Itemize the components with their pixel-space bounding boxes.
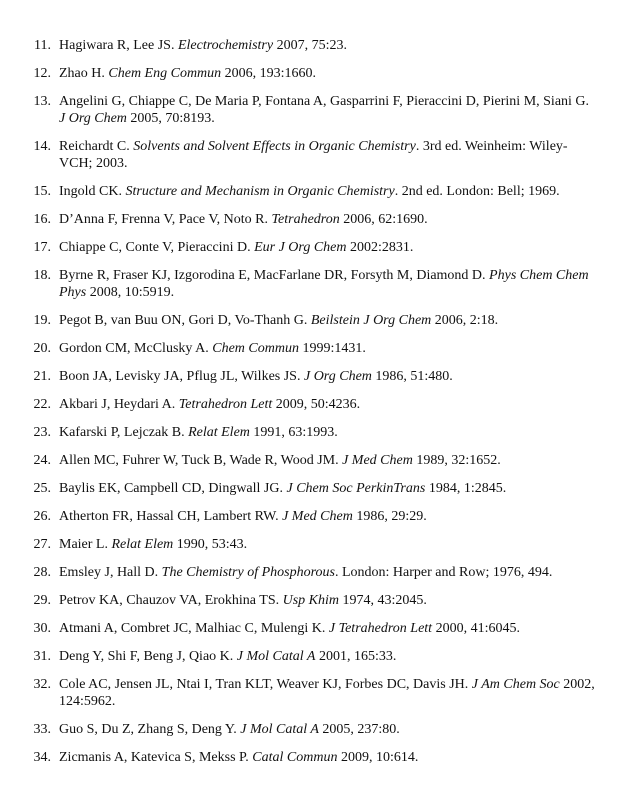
reference-details: 2005, 70:8193. — [126, 111, 215, 126]
reference-number: 34. — [33, 750, 51, 765]
reference-item — [0, 676, 617, 710]
reference-number: 18. — [33, 268, 51, 283]
reference-details: 1999:1431. — [298, 341, 366, 356]
reference-journal: J Med Chem — [342, 453, 413, 468]
reference-item — [0, 267, 617, 301]
reference-authors: Atherton FR, Hassal CH, Lambert RW. — [59, 509, 283, 524]
reference-number: 23. — [33, 425, 51, 440]
reference-item — [0, 37, 617, 54]
reference-number: 19. — [33, 313, 51, 328]
reference-journal: J Chem Soc PerkinTrans — [286, 481, 426, 496]
reference-number: 13. — [33, 94, 51, 109]
reference-authors: Reichardt C. — [59, 139, 134, 154]
reference-authors: Hagiwara R, Lee JS. — [59, 38, 178, 53]
reference-details: . 3rd ed. Weinheim: Wiley-VCH; 2003. — [59, 139, 568, 171]
reference-number: 20. — [33, 341, 51, 356]
reference-journal: Eur J Org Chem — [254, 240, 347, 255]
reference-number: 25. — [33, 481, 51, 496]
reference-details: 2006, 2:18. — [431, 313, 499, 328]
reference-journal: Chem Commun — [212, 341, 299, 356]
reference-item — [0, 65, 617, 82]
reference-number: 17. — [33, 240, 51, 255]
reference-item — [0, 536, 617, 553]
reference-number: 12. — [33, 66, 51, 81]
reference-authors: Byrne R, Fraser KJ, Izgorodina E, MacFarlane DR, Forsyth M, Diamond D. — [59, 268, 490, 283]
reference-item — [0, 592, 617, 609]
reference-details: 2002:2831. — [346, 240, 414, 255]
reference-item — [0, 480, 617, 497]
reference-authors: Boon JA, Levisky JA, Pflug JL, Wilkes JS. — [59, 369, 304, 384]
reference-journal: Solvents and Solvent Effects in Organic Chemistry — [133, 139, 416, 154]
reference-item — [0, 138, 617, 172]
reference-number: 31. — [33, 649, 51, 664]
reference-item — [0, 340, 617, 357]
reference-number: 32. — [33, 677, 51, 692]
reference-authors: Emsley J, Hall D. — [59, 565, 162, 580]
reference-item — [0, 749, 617, 766]
reference-item — [0, 368, 617, 385]
reference-number: 26. — [33, 509, 51, 524]
reference-details: 1989, 32:1652. — [412, 453, 501, 468]
reference-authors: Atmani A, Combret JC, Malhiac C, Mulengi K. — [59, 621, 329, 636]
reference-item — [0, 183, 617, 200]
reference-journal: J Am Chem Soc — [471, 677, 560, 692]
reference-details: 2006, 62:1690. — [339, 212, 428, 227]
reference-journal: J Org Chem — [303, 369, 372, 384]
reference-authors: Gordon CM, McClusky A. — [59, 341, 213, 356]
reference-journal: J Tetrahedron Lett — [328, 621, 433, 636]
reference-details: 2009, 10:614. — [337, 750, 419, 765]
reference-number: 15. — [33, 184, 51, 199]
reference-item — [0, 452, 617, 469]
reference-authors: Zhao H. — [59, 66, 109, 81]
reference-authors: Chiappe C, Conte V, Pieraccini D. — [59, 240, 255, 255]
reference-details: 1990, 53:43. — [173, 537, 248, 552]
reference-details: 2001, 165:33. — [315, 649, 397, 664]
reference-number: 11. — [34, 38, 51, 53]
reference-details: 2005, 237:80. — [318, 722, 400, 737]
reference-authors: Cole AC, Jensen JL, Ntai I, Tran KLT, Weaver KJ, Forbes DC, Davis JH. — [59, 677, 472, 692]
reference-number: 33. — [33, 722, 51, 737]
reference-item — [0, 620, 617, 637]
reference-number: 29. — [33, 593, 51, 608]
reference-authors: Pegot B, van Buu ON, Gori D, Vo-Thanh G. — [59, 313, 311, 328]
reference-authors: Angelini G, Chiappe C, De Maria P, Fontana A, Gasparrini F, Pieraccini D, Pierini M, Siani G. — [59, 94, 590, 109]
reference-item — [0, 211, 617, 228]
reference-journal: J Mol Catal A — [236, 649, 316, 664]
reference-item — [0, 312, 617, 329]
reference-authors: Kafarski P, Lejczak B. — [59, 425, 189, 440]
reference-journal: Structure and Mechanism in Organic Chemistry — [125, 184, 395, 199]
reference-authors: Zicmanis A, Katevica S, Mekss P. — [59, 750, 253, 765]
reference-journal: Beilstein J Org Chem — [310, 313, 432, 328]
reference-details: 2008, 10:5919. — [86, 285, 175, 300]
reference-journal: Usp Khim — [282, 593, 340, 608]
reference-authors: D’Anna F, Frenna V, Pace V, Noto R. — [59, 212, 272, 227]
reference-authors: Deng Y, Shi F, Beng J, Qiao K. — [59, 649, 237, 664]
reference-authors: Baylis EK, Campbell CD, Dingwall JG. — [59, 481, 287, 496]
reference-details: 1984, 1:2845. — [425, 481, 507, 496]
reference-item — [0, 721, 617, 738]
reference-authors: Akbari J, Heydari A. — [59, 397, 179, 412]
reference-item — [0, 396, 617, 413]
reference-details: 1974, 43:2045. — [339, 593, 427, 608]
reference-journal: J Mol Catal A — [240, 722, 319, 737]
reference-item — [0, 564, 617, 581]
reference-details: 1991, 63:1993. — [249, 425, 338, 440]
reference-journal: Catal Commun — [252, 750, 338, 765]
reference-details: 2002, 124:5962. — [59, 677, 595, 709]
reference-authors: Maier L. — [59, 537, 112, 552]
reference-number: 21. — [33, 369, 51, 384]
reference-item — [0, 648, 617, 665]
reference-number: 27. — [33, 537, 51, 552]
reference-list — [0, 37, 617, 777]
reference-journal: Phys Chem Chem Phys — [59, 268, 589, 300]
reference-journal: Tetrahedron — [271, 212, 340, 227]
reference-journal: Tetrahedron Lett — [178, 397, 273, 412]
reference-details: 2006, 193:1660. — [221, 66, 317, 81]
reference-item — [0, 508, 617, 525]
reference-number: 22. — [33, 397, 51, 412]
reference-item — [0, 239, 617, 256]
reference-journal: J Org Chem — [59, 111, 127, 126]
reference-journal: Relat Elem — [188, 425, 250, 440]
reference-authors: Guo S, Du Z, Zhang S, Deng Y. — [59, 722, 241, 737]
reference-number: 28. — [33, 565, 51, 580]
reference-number: 14. — [33, 139, 51, 154]
reference-details: 1986, 51:480. — [371, 369, 453, 384]
reference-authors: Ingold CK. — [59, 184, 126, 199]
reference-journal: Chem Eng Commun — [108, 66, 222, 81]
reference-item — [0, 424, 617, 441]
reference-details: . London: Harper and Row; 1976, 494. — [334, 565, 553, 580]
reference-details: 2007, 75:23. — [273, 38, 347, 53]
reference-details: . 2nd ed. London: Bell; 1969. — [394, 184, 560, 199]
reference-authors: Petrov KA, Chauzov VA, Erokhina TS. — [59, 593, 283, 608]
reference-journal: Relat Elem — [111, 537, 174, 552]
reference-journal: Electrochemistry — [177, 38, 274, 53]
reference-journal: J Med Chem — [282, 509, 353, 524]
reference-item — [0, 93, 617, 127]
reference-authors: Allen MC, Fuhrer W, Tuck B, Wade R, Wood JM. — [59, 453, 343, 468]
reference-details: 2000, 41:6045. — [432, 621, 520, 636]
reference-number: 30. — [33, 621, 51, 636]
reference-details: 2009, 50:4236. — [272, 397, 361, 412]
reference-number: 24. — [33, 453, 51, 468]
reference-journal: The Chemistry of Phosphorous — [161, 565, 335, 580]
reference-details: 1986, 29:29. — [352, 509, 427, 524]
reference-number: 16. — [33, 212, 51, 227]
